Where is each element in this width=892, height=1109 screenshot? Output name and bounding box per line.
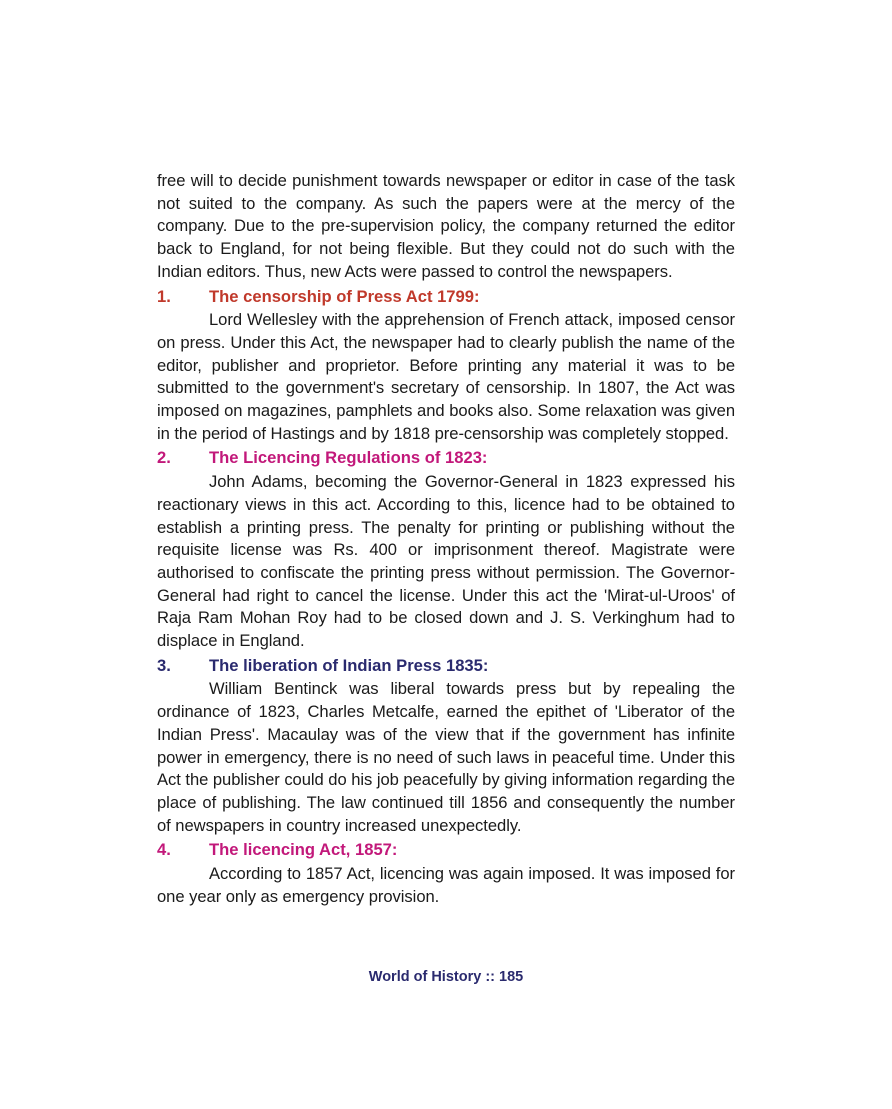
section-body-4: According to 1857 Act, licencing was again imposed. It was imposed for one year only as emergency provision.	[157, 864, 735, 906]
section-title-4: The licencing Act, 1857:	[209, 840, 398, 860]
section-number-2: 2.	[157, 448, 171, 468]
section-heading-4	[157, 839, 735, 862]
section-heading-2	[157, 447, 735, 470]
section-body-3: William Bentinck was liberal towards press but by repealing the ordinance of 1823, Charles Metcalfe, earned the epithet of 'Liberator of the Indian Press'. Macaulay was of the view that if the government has infinite power in emergency, there is no need of such laws in peaceful time. Under this Act the publisher could do his job peacefully by giving information regarding the place of publishing. The law continued till 1856 and consequently the number of newspapers in country increased unexpectedly.	[157, 679, 736, 835]
section-title-2: The Licencing Regulations of 1823:	[209, 448, 488, 468]
section-heading-3	[157, 655, 735, 678]
section-body-1: Lord Wellesley with the apprehension of French attack, imposed censor on press. Under this Act, the newspaper had to clearly publish the name of the editor, publisher and proprietor. Before printing any material it was to be submitted to the government's secretary of censorship. In 1807, the Act was imposed on magazines, pamphlets and books also. Some relaxation was given in the period of Hastings and by 1818 pre-censorship was completely stopped.	[157, 310, 735, 443]
section-number-3: 3.	[157, 655, 171, 675]
page-footer: World of History :: 185	[368, 969, 524, 985]
section-heading-1	[157, 286, 735, 309]
section-title-1: The censorship of Press Act 1799:	[209, 286, 480, 306]
page-content	[157, 170, 735, 909]
section-number-1: 1.	[157, 286, 171, 306]
section-body-2: John Adams, becoming the Governor-General in 1823 expressed his reactionary views in this act. According to this, licence had to be obtained to establish a printing press. The penalty for printing or publishing without the requisite license was Rs. 400 or imprisonment thereof. Magistrate were authorised to confiscate the printing press without permission. The Governor-General had right to cancel the license. Under this act the 'Mirat-ul-Uroos' of Raja Ram Mohan Roy had to be closed down and J. S. Verkinghum had to displace in England.	[157, 472, 735, 651]
section-title-3: The liberation of Indian Press 1835:	[209, 655, 489, 675]
intro-paragraph: free will to decide punishment towards newspaper or editor in case of the task not suited to the company. As such the papers were at the mercy of the company. Due to the pre-supervision policy, the company returned the editor back to England, for not being flexible. But they could not do such with the Indian editors. Thus, new Acts were passed to control the newspapers.	[157, 171, 735, 281]
section-number-4: 4.	[157, 840, 171, 860]
